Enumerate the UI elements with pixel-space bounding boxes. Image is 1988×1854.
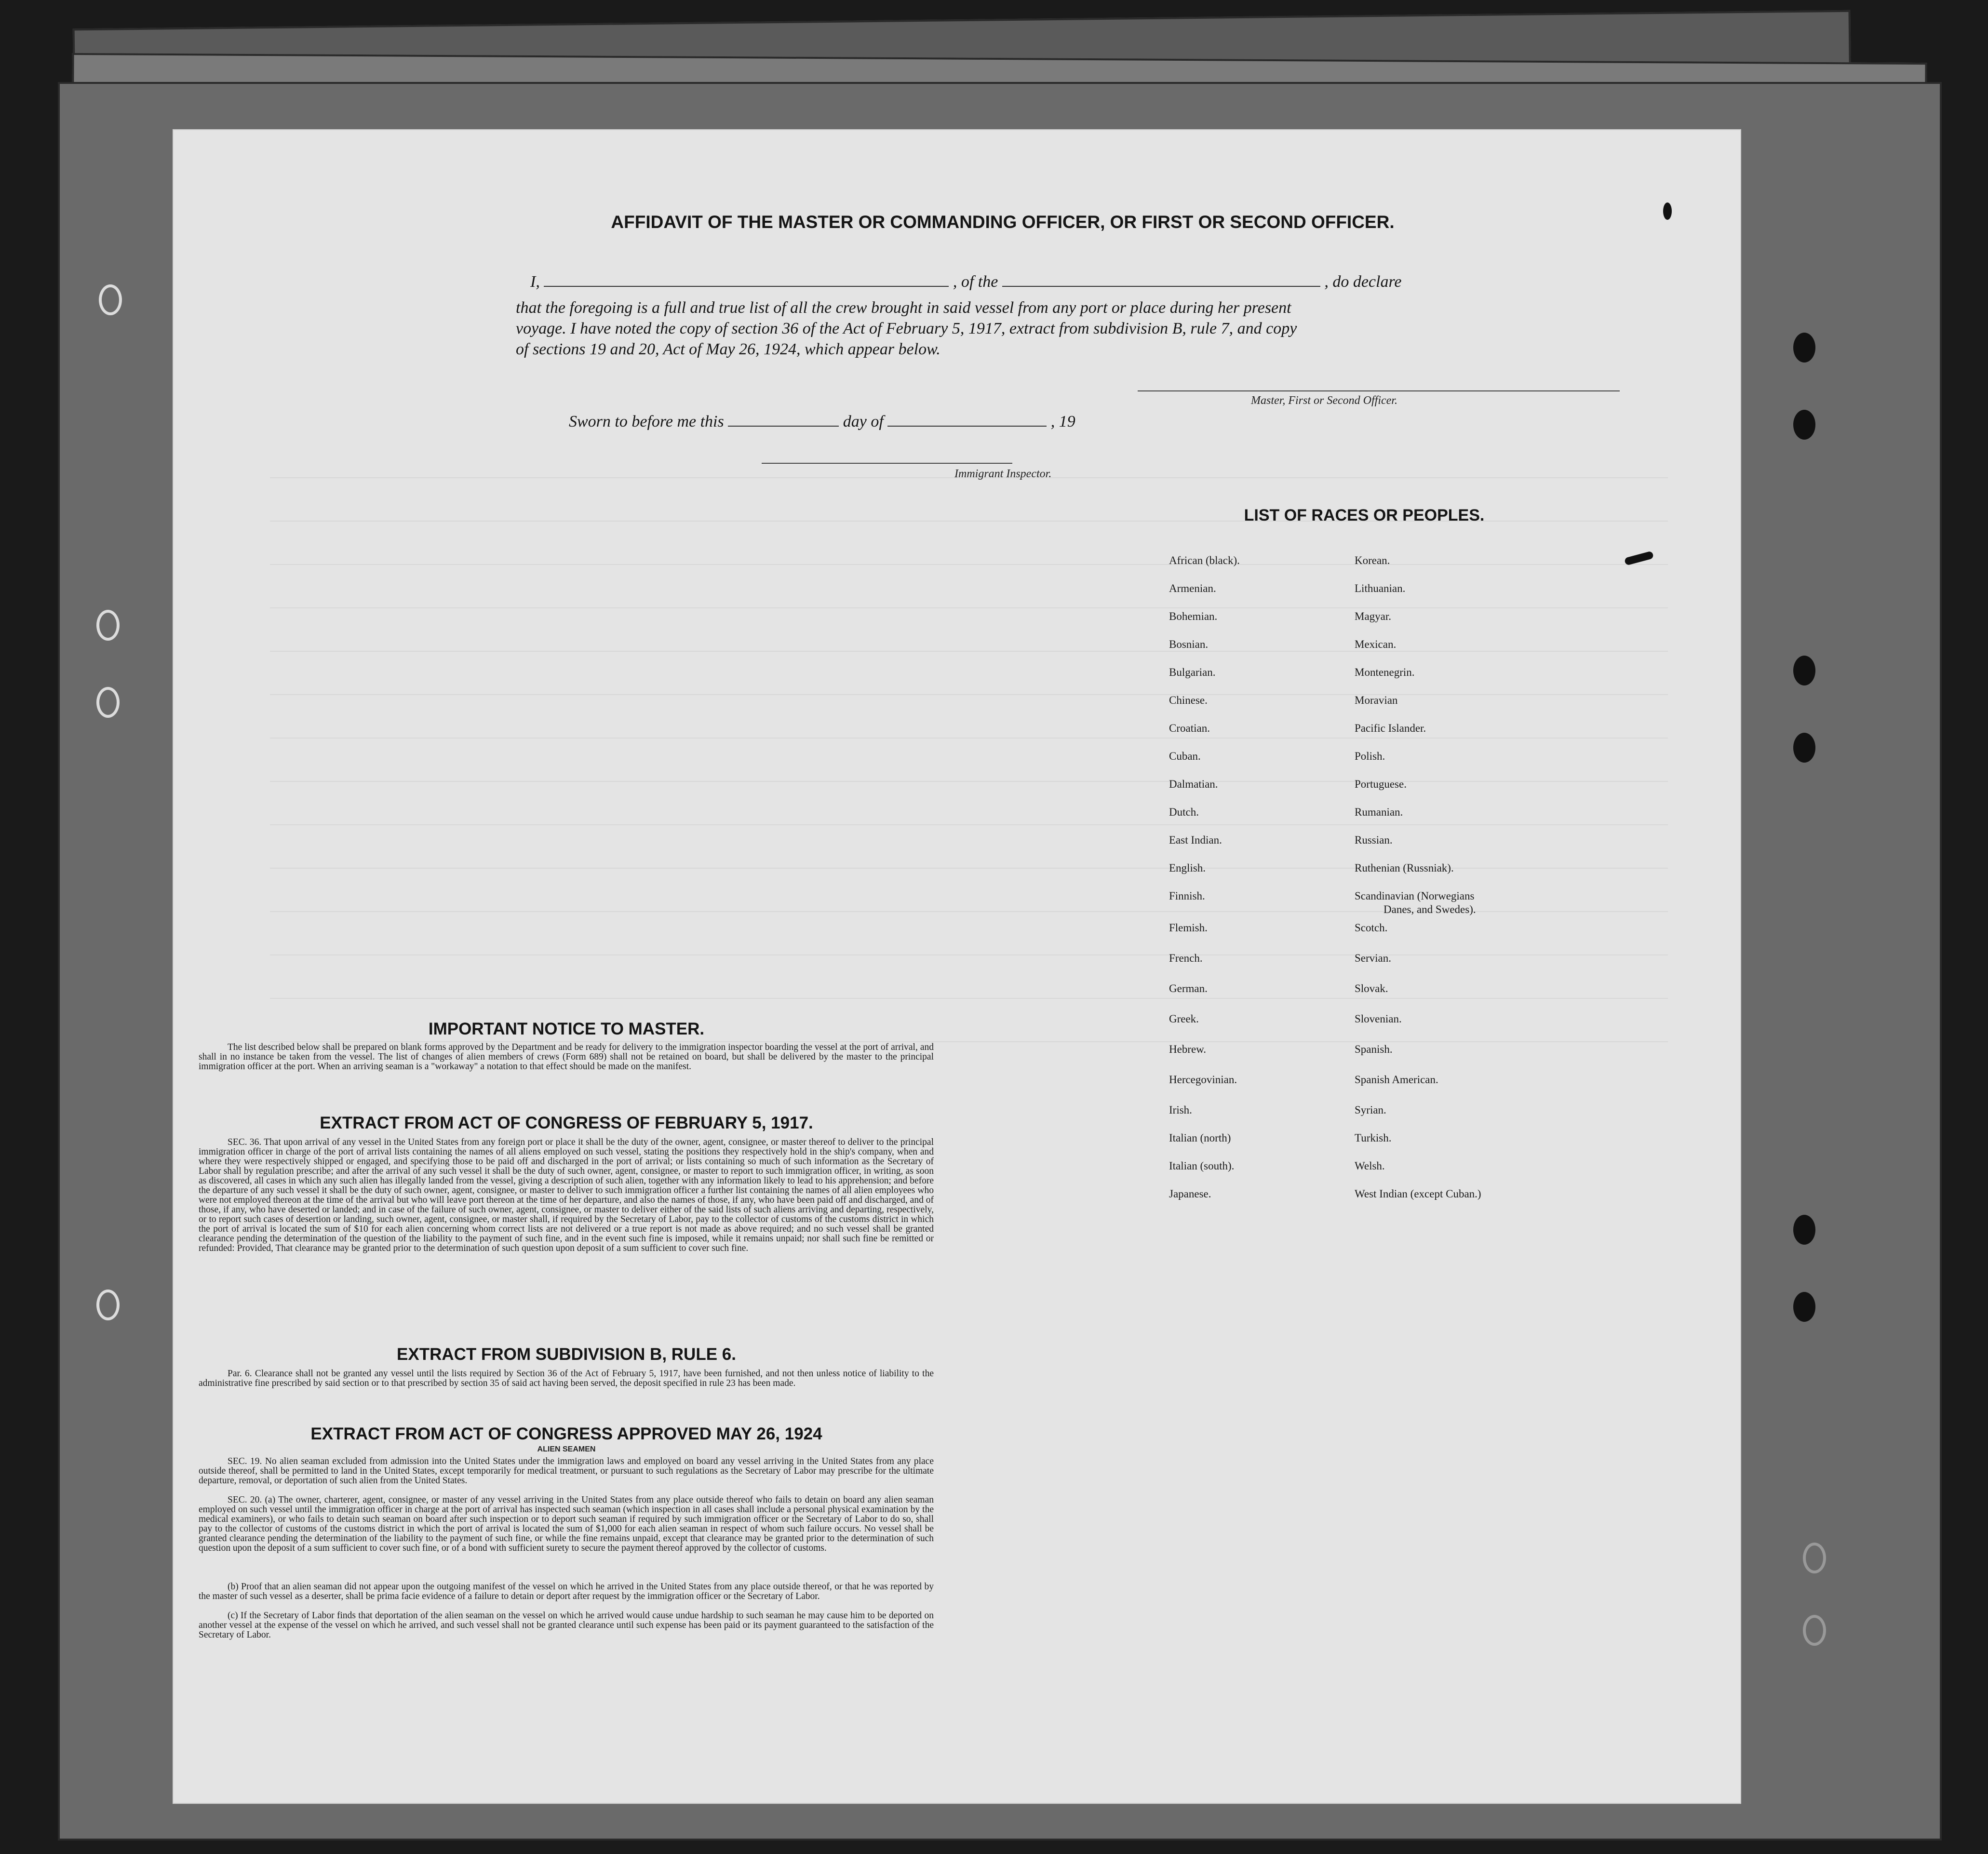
manifest-page	[174, 130, 1740, 1803]
binder-hole	[1803, 1615, 1826, 1646]
race-item: African (black).	[1169, 554, 1240, 566]
race-item: German.	[1169, 982, 1208, 994]
race-item: Italian (north)	[1169, 1132, 1231, 1144]
race-item: Scotch.	[1355, 922, 1388, 934]
extract-1917-text: SEC. 36. That upon arrival of any vessel in the United States from any foreign port or place it shall be the duty of the owner, agent, consignee, or master thereof to deliver to the principal immigration officer in charge of the port of arrival lists containing the names of all aliens employed on such vessel, stating the positions they respectively hold in the ship's company, when and where they were respectively shipped or engaged, and specifying those to be paid off and discharged in the port of arrival; or lists containing so much of such information as the Secretary of Labor shall by regulation prescribe; and after the arrival of any such vessel it shall be the duty of such owner, agent, consignee, or master to report to such immigration officer, in writing, as soon as discovered, all cases in which any such alien has illegally landed from the vessel, giving a description of such alien, together with any information likely to lead to his apprehension; and before the departure of any such vessel it shall be the duty of such owner, agent, consignee, or master to deliver to such immigration officer a further list containing the names of all alien employees who were not employed thereon at the time of the arrival but who will leave port thereon at the time of her departure, and also the names of those, if any, who have been paid off and discharged, and of those, if any, who have deserted or landed; and in case of the failure of such owner, agent, consignee, or master to deliver either of the said lists of such aliens arriving and departing, respectively, or to report such cases of desertion or landing, such owner, agent, consignee, or master shall, if required by the Secretary of Labor, pay to the collector of customs of the customs district in which the port of arrival is located the sum of $10 for each alien concerning whom correct lists are not delivered or a true report is not made as above required; and no such vessel shall be granted clearance pending the determination of the question of the liability to the payment of such fine, and in the event such fine is imposed, while it remains unpaid; nor shall such fine be remitted or refunded: Provided, That clearance may be granted prior to the determination of such question upon deposit of a sum sufficient to cover such fine.	[199, 1137, 934, 1253]
affidavit-i: I,	[530, 273, 540, 291]
affidavit-declaration-line	[530, 272, 1629, 291]
binder-hole	[1793, 410, 1815, 440]
race-item: Russian.	[1355, 834, 1393, 846]
binder-hole	[1803, 1543, 1826, 1573]
extract-1917-title: EXTRACT FROM ACT OF CONGRESS OF FEBRUARY 5, 1917.	[320, 1114, 813, 1132]
race-item: Armenian.	[1169, 582, 1216, 594]
race-item: French.	[1169, 952, 1203, 964]
races-right-column	[1355, 554, 1481, 1216]
rule-6-text: Par. 6. Clearance shall not be granted any vessel until the lists required by Section 36 of the Act of February 5, 1917, have been furnished, and not then unless notice of liability to the administrative fine prescribed by said section or to that prescribed by section 35 of said act having been served, the deposit specified in rule 23 has been made.	[199, 1369, 934, 1388]
affidavit-do-declare: , do declare	[1324, 273, 1402, 291]
binder-hole	[1663, 202, 1672, 220]
binder-hole	[99, 284, 122, 315]
race-item: West Indian (except Cuban.)	[1355, 1188, 1481, 1200]
sec-20c-text: (c) If the Secretary of Labor finds that deportation of the alien seaman on the vessel on which he arrived would cause undue hardship to such seaman he may cause him to be deported on another vessel at the expense of the vessel on which he arrived, and such vessel shall not be granted clearance until such expense has been paid or its payment guaranteed to the satisfaction of the Secretary of Labor.	[199, 1611, 934, 1640]
race-item: Croatian.	[1169, 722, 1210, 734]
sworn-text: Sworn to before me this	[569, 413, 724, 430]
race-item: Montenegrin.	[1355, 666, 1415, 678]
affidavit-line-4: of sections 19 and 20, Act of May 26, 1924, which appear below.	[516, 340, 940, 358]
race-item: Danes, and Swedes).	[1384, 903, 1476, 915]
affidavit-of-the: , of the	[953, 273, 998, 291]
race-item: Bohemian.	[1169, 610, 1218, 622]
race-item: Pacific Islander.	[1355, 722, 1426, 734]
binder-hole	[1793, 656, 1815, 685]
race-item: Irish.	[1169, 1104, 1192, 1116]
sec-19-text: SEC. 19. No alien seaman excluded from admission into the United States under the immigration laws and employed on board any vessel arriving in the United States from any place outside thereof, shall be permitted to land in the United States, except temporarily for medical treatment, or pursuant to such regulations as the Secretary of Labor may prescribe for the ultimate departure, removal, or deportation of such alien from the United States.	[199, 1456, 934, 1486]
race-item: Servian.	[1355, 952, 1392, 964]
binder-hole	[1793, 1215, 1815, 1245]
sworn-line	[569, 412, 1075, 431]
binder-hole	[96, 1290, 120, 1320]
vessel-field[interactable]	[1002, 272, 1320, 287]
master-signature-line[interactable]	[1138, 390, 1620, 391]
race-item: Spanish American.	[1355, 1074, 1438, 1086]
name-field[interactable]	[544, 272, 949, 287]
race-item: Bulgarian.	[1169, 666, 1216, 678]
notice-text: The list described below shall be prepared on blank forms approved by the Department and be ready for delivery to the immigration inspector boarding the vessel at the port of arrival, and shall in no instance be taken from the vessel. The list of changes of alien members of crews (Form 689) shall not be retained on board, but shall be delivered by the master to the principal immigration officer at the port. When an arriving seaman is a "workaway" a notation to that effect should be made on the manifest.	[199, 1042, 934, 1072]
race-item: Chinese.	[1169, 694, 1208, 706]
race-item: Dutch.	[1169, 806, 1199, 818]
master-signature-caption: Master, First or Second Officer.	[1251, 394, 1397, 407]
race-item: Lithuanian.	[1355, 582, 1406, 594]
sec-20b-text: (b) Proof that an alien seaman did not appear upon the outgoing manifest of the vessel on which he arrived in the United States from any place outside thereof, or that he was reported by the master of such vessel as a deserter, shall be prima facie evidence of a failure to detain or deport after request by the immigration officer or the Secretary of Labor.	[199, 1582, 934, 1601]
sworn-month-field[interactable]	[887, 412, 1047, 427]
notice-title: IMPORTANT NOTICE TO MASTER.	[428, 1020, 705, 1038]
race-item: Rumanian.	[1355, 806, 1403, 818]
race-item: Spanish.	[1355, 1043, 1393, 1055]
race-item: Slovak.	[1355, 982, 1388, 994]
race-item: Cuban.	[1169, 750, 1201, 762]
binder-hole	[1793, 333, 1815, 363]
race-item: Syrian.	[1355, 1104, 1386, 1116]
sec-20a-text: SEC. 20. (a) The owner, charterer, agent, consignee, or master of any vessel arriving in the United States from any place outside thereof who fails to detain on board any alien seaman employed on such vessel until the immigration officer in charge at the port of arrival has inspected such seaman (which inspection in all cases shall include a personal physical examination by the medical examiners), or who fails to detain such seaman on board after such inspection or to deport such seaman if required by such immigration officer or the Secretary of Labor to do so, shall pay to the collector of customs of the customs district in which the port of arrival is located the sum of $1,000 for each alien seaman in respect of whom such failure occurs. No vessel shall be granted clearance pending the determination of the liability to the payment of such fine, or while the fine remains unpaid, except that clearance may be granted prior to the determination of such question upon the deposit of a sum sufficient to cover such fine, or of a bond with sufficient surety to secure the payment thereof approved by the collector of customs.	[199, 1495, 934, 1553]
races-left-column	[1169, 554, 1240, 1216]
sworn-day-field[interactable]	[728, 412, 839, 427]
race-item: Bosnian.	[1169, 638, 1209, 650]
race-item: Slovenian.	[1355, 1013, 1402, 1025]
affidavit-line-2: that the foregoing is a full and true list of all the crew brought in said vessel from any port or place during her present	[516, 299, 1291, 317]
binder-hole	[96, 610, 120, 641]
race-item: Welsh.	[1355, 1160, 1385, 1172]
race-item: Korean.	[1355, 554, 1390, 566]
binder-hole	[96, 687, 120, 718]
race-item: Scandinavian (Norwegians	[1355, 890, 1475, 902]
race-item: Turkish.	[1355, 1132, 1392, 1144]
race-item: Dalmatian.	[1169, 778, 1218, 790]
race-item: Hebrew.	[1169, 1043, 1207, 1055]
race-item: East Indian.	[1169, 834, 1222, 846]
race-item: Moravian	[1355, 694, 1398, 706]
binder-hole	[1793, 1292, 1815, 1322]
race-item: Italian (south).	[1169, 1160, 1235, 1172]
binder-hole	[1793, 733, 1815, 763]
race-item: Japanese.	[1169, 1188, 1211, 1200]
race-item: Finnish.	[1169, 890, 1205, 902]
affidavit-title: AFFIDAVIT OF THE MASTER OR COMMANDING OFFICER, OR FIRST OR SECOND OFFICER.	[611, 212, 1395, 232]
race-item: Mexican.	[1355, 638, 1397, 650]
race-item: Magyar.	[1355, 610, 1392, 622]
alien-seamen-subtitle: ALIEN SEAMEN	[537, 1445, 596, 1453]
race-item: English.	[1169, 862, 1206, 874]
inspector-caption: Immigrant Inspector.	[954, 468, 1052, 480]
race-item: Portuguese.	[1355, 778, 1407, 790]
race-item: Greek.	[1169, 1013, 1199, 1025]
affidavit-line-3: voyage. I have noted the copy of section 36 of the Act of February 5, 1917, extract from subdivision B, rule 7, and copy	[516, 320, 1297, 337]
year-text: , 19	[1050, 413, 1075, 430]
races-title: LIST OF RACES OR PEOPLES.	[1244, 506, 1485, 524]
race-item: Polish.	[1355, 750, 1385, 762]
race-item: Hercegovinian.	[1169, 1074, 1237, 1086]
inspector-signature-line[interactable]	[762, 463, 1012, 464]
race-item: Flemish.	[1169, 922, 1208, 934]
rule-6-title: EXTRACT FROM SUBDIVISION B, RULE 6.	[397, 1345, 736, 1364]
ink-smudge	[1624, 551, 1654, 566]
race-item: Ruthenian (Russniak).	[1355, 862, 1454, 874]
extract-1924-title: EXTRACT FROM ACT OF CONGRESS APPROVED MAY 26, 1924	[310, 1424, 822, 1443]
day-of-text: day of	[843, 413, 884, 430]
